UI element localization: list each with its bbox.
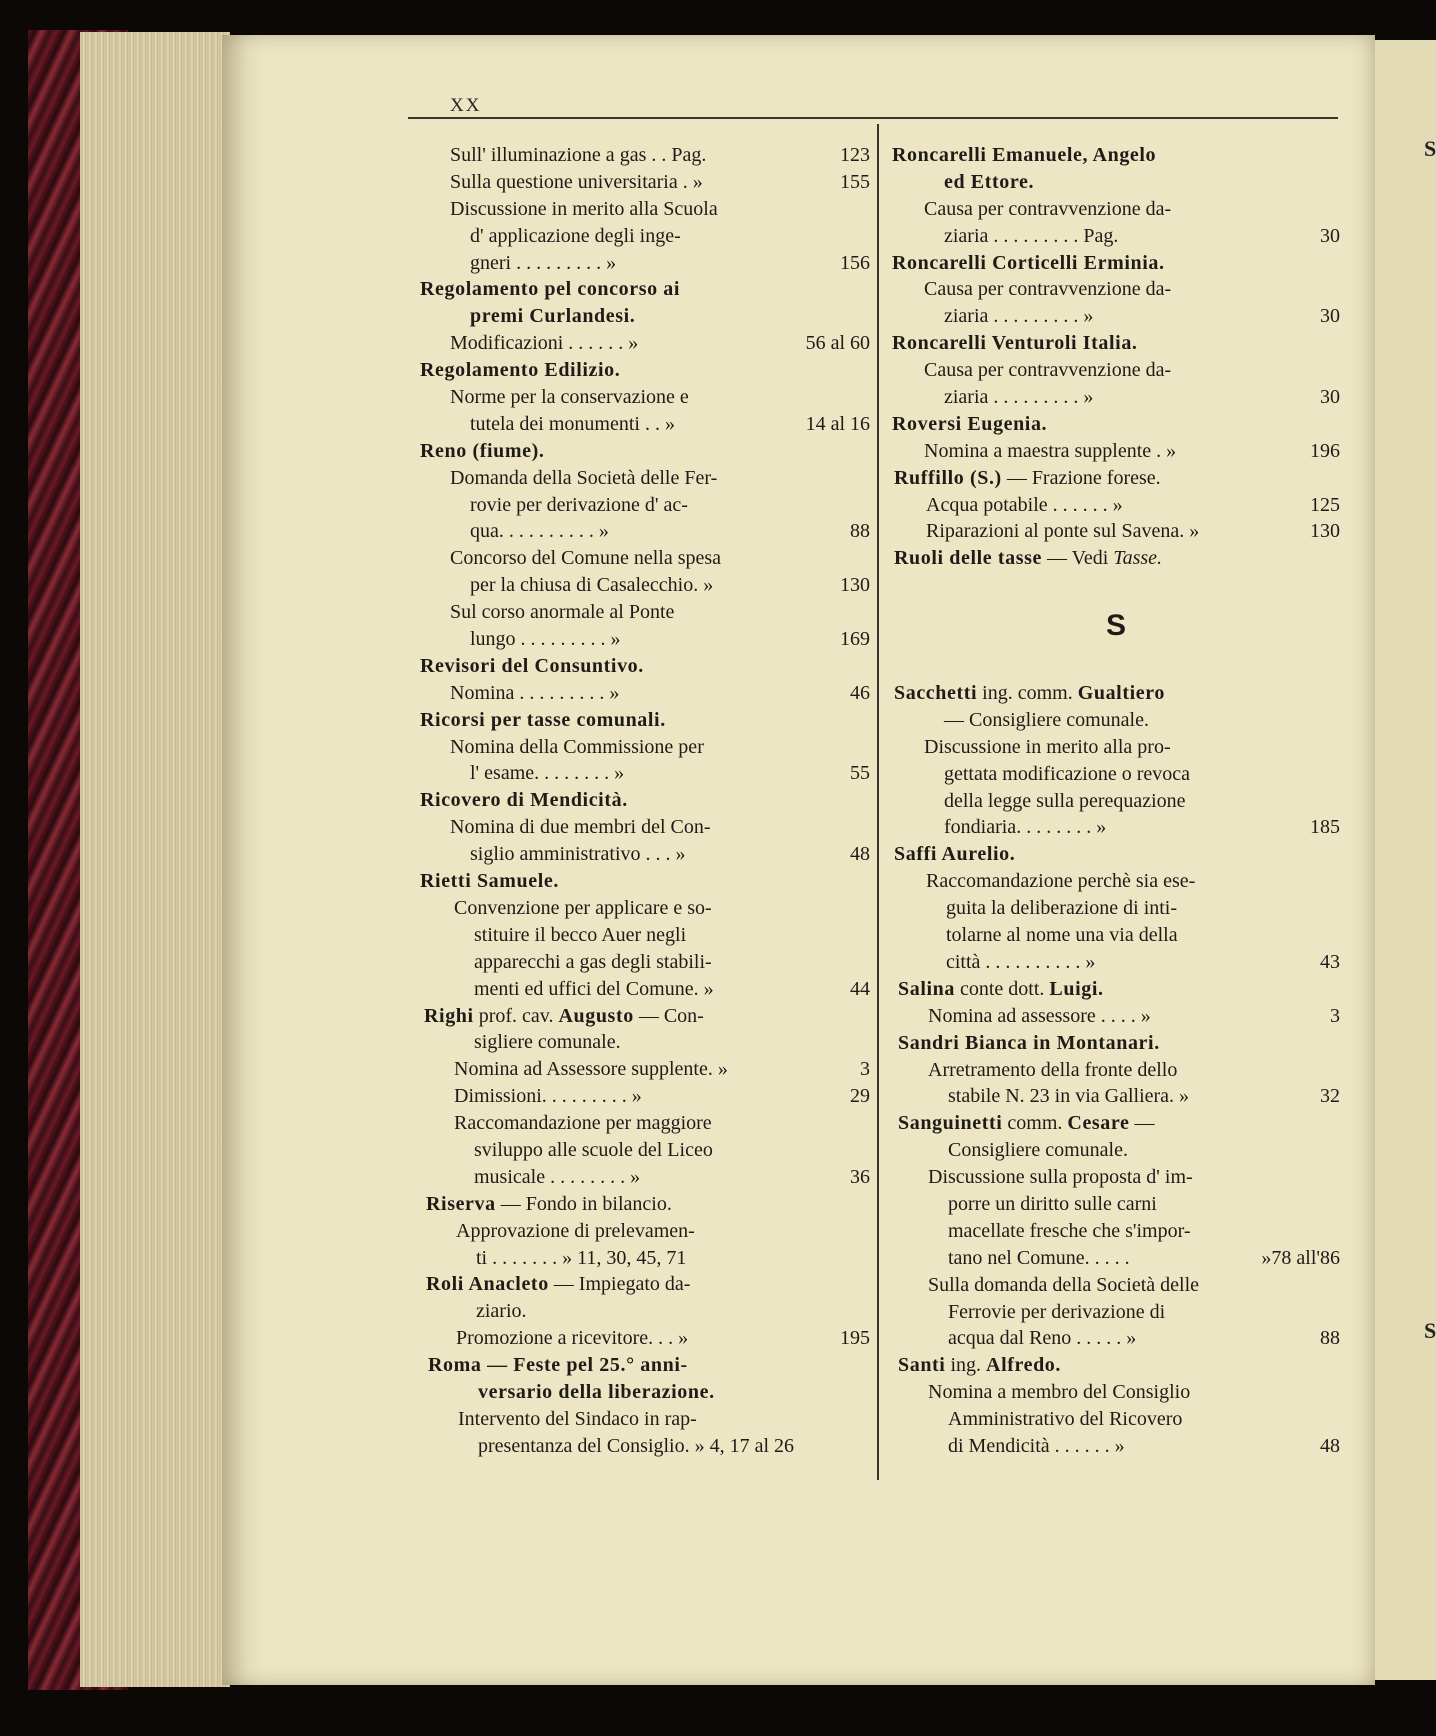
blank-line xyxy=(892,653,1340,680)
entry-text: Convenzione per applicare e so- xyxy=(454,896,712,919)
index-subentry xyxy=(418,1164,870,1191)
index-subentry xyxy=(892,788,1340,815)
page-reference: 43 xyxy=(1320,950,1340,973)
index-subentry xyxy=(418,626,870,653)
index-heading xyxy=(418,1379,870,1406)
facing-page-edge xyxy=(1375,40,1436,1680)
index-subentry xyxy=(892,438,1340,465)
entry-text: ziaria . . . . . . . . . » xyxy=(944,386,1094,409)
index-subentry xyxy=(418,1137,870,1164)
index-heading xyxy=(418,1191,870,1218)
page-reference: 29 xyxy=(850,1085,870,1108)
entry-text: Nomina ad Assessore supplente. » xyxy=(454,1058,728,1081)
entry-text: Causa per contravvenzione da- xyxy=(924,278,1172,301)
entry-text: Sanguinetti comm. Cesare — xyxy=(898,1112,1155,1135)
entry-text: musicale . . . . . . . . » xyxy=(474,1165,641,1188)
index-subentry xyxy=(892,303,1340,330)
index-subentry xyxy=(892,895,1340,922)
entry-text: Nomina a maestra supplente . » xyxy=(924,439,1177,462)
page-reference: 88 xyxy=(1320,1327,1340,1350)
index-subentry xyxy=(892,814,1340,841)
index-heading xyxy=(892,1110,1340,1137)
entry-text: della legge sulla perequazione xyxy=(944,789,1186,812)
entry-text: versario della liberazione. xyxy=(478,1380,715,1403)
page-reference: 130 xyxy=(1310,520,1340,543)
index-heading xyxy=(892,250,1340,277)
entry-text: Discussione in merito alla Scuola xyxy=(450,197,718,220)
index-subentry xyxy=(418,1433,870,1460)
entry-text: Roversi Eugenia. xyxy=(892,412,1048,435)
page-number: XX xyxy=(450,95,482,116)
entry-text: città . . . . . . . . . . » xyxy=(946,950,1096,973)
entry-text: ed Ettore. xyxy=(944,170,1035,193)
entry-text: Saffi Aurelio. xyxy=(894,843,1016,866)
section-letter: S xyxy=(1105,609,1126,643)
entry-text: gettata modificazione o revoca xyxy=(944,762,1190,785)
index-heading xyxy=(418,653,870,680)
entry-text: Ruoli delle tasse — Vedi Tasse. xyxy=(894,547,1163,570)
page-reference: 14 al 16 xyxy=(805,412,870,435)
index-subentry xyxy=(418,492,870,519)
entry-text: Revisori del Consuntivo. xyxy=(420,654,644,677)
index-subentry xyxy=(892,868,1340,895)
entry-text: sviluppo alle scuole del Liceo xyxy=(474,1138,713,1161)
entry-text: gneri . . . . . . . . . » xyxy=(470,251,617,274)
page-reference: 3 xyxy=(1330,1004,1340,1027)
entry-text: Ferrovie per derivazione di xyxy=(948,1300,1166,1323)
entry-text: Amministrativo del Ricovero xyxy=(948,1408,1183,1431)
entry-text: tano nel Comune. . . . . xyxy=(948,1246,1130,1269)
entry-text: sigliere comunale. xyxy=(474,1031,621,1054)
index-subentry xyxy=(418,1298,870,1325)
index-subentry xyxy=(418,1110,870,1137)
entry-text: Santi ing. Alfredo. xyxy=(898,1354,1062,1377)
entry-text: tolarne al nome una via della xyxy=(946,924,1178,947)
index-subentry xyxy=(892,761,1340,788)
index-subentry xyxy=(892,276,1340,303)
entry-text: Discussione in merito alla pro- xyxy=(924,735,1171,758)
index-subentry xyxy=(418,976,870,1003)
entry-text: apparecchi a gas degli stabili- xyxy=(474,950,712,973)
index-subentry xyxy=(892,1272,1340,1299)
entry-text: Reno (fiume). xyxy=(420,439,545,462)
index-heading xyxy=(892,142,1340,169)
page-reference: 30 xyxy=(1320,224,1340,247)
entry-text: Nomina di due membri del Con- xyxy=(450,816,711,839)
index-subentry xyxy=(892,223,1340,250)
entry-text: Ruffillo (S.) — Frazione forese. xyxy=(894,466,1161,489)
index-subentry xyxy=(418,572,870,599)
entry-text: Roncarelli Emanuele, Angelo xyxy=(892,144,1157,166)
index-heading xyxy=(418,438,870,465)
index-subentry xyxy=(892,1083,1340,1110)
page-reference: 155 xyxy=(840,170,870,193)
index-subentry xyxy=(418,895,870,922)
entry-text: Ricorsi per tasse comunali. xyxy=(420,708,666,731)
index-subentry xyxy=(892,518,1340,545)
page-reference: 196 xyxy=(1310,439,1340,462)
entry-text: Modificazioni . . . . . . » xyxy=(450,332,639,355)
entry-text: porre un diritto sulle carni xyxy=(948,1192,1157,1215)
index-heading xyxy=(892,1030,1340,1057)
entry-text: Causa per contravvenzione da- xyxy=(924,197,1172,220)
index-heading xyxy=(418,1352,870,1379)
index-subentry xyxy=(418,465,870,492)
index-subentry xyxy=(892,196,1340,223)
index-subentry xyxy=(418,169,870,196)
index-subentry xyxy=(418,1218,870,1245)
entry-text: Dimissioni. . . . . . . . . » xyxy=(454,1085,642,1108)
page-reference: 32 xyxy=(1320,1085,1340,1108)
entry-text: Discussione sulla proposta d' im- xyxy=(928,1166,1193,1189)
index-heading xyxy=(892,411,1340,438)
entry-text: Salina conte dott. Luigi. xyxy=(898,977,1104,1000)
page-reference: 48 xyxy=(1320,1434,1340,1457)
index-subentry xyxy=(418,760,870,787)
entry-text: siglio amministrativo . . . » xyxy=(470,843,686,866)
index-subentry xyxy=(418,841,870,868)
page-reference: 195 xyxy=(840,1327,870,1350)
entry-text: stituire il becco Auer negli xyxy=(474,923,687,946)
index-subentry xyxy=(892,1191,1340,1218)
index-heading xyxy=(418,303,870,330)
entry-text: Approvazione di prelevamen- xyxy=(456,1219,695,1242)
entry-text: lungo . . . . . . . . . » xyxy=(470,628,621,651)
column-divider xyxy=(877,124,879,1480)
entry-text: Promozione a ricevitore. . . » xyxy=(456,1327,689,1350)
entry-text: acqua dal Reno . . . . . » xyxy=(948,1327,1137,1350)
entry-text: fondiaria. . . . . . . . » xyxy=(944,816,1107,839)
entry-text: di Mendicità . . . . . . » xyxy=(948,1434,1125,1457)
entry-text: Acqua potabile . . . . . . » xyxy=(926,493,1123,516)
index-subentry xyxy=(892,1003,1340,1030)
entry-text: d' applicazione degli inge- xyxy=(470,224,681,247)
index-subentry xyxy=(892,384,1340,411)
entry-text: Riserva — Fondo in bilancio. xyxy=(426,1192,672,1215)
entry-text: Concorso del Comune nella spesa xyxy=(450,547,722,570)
index-subentry xyxy=(418,1029,870,1056)
entry-text: Sul corso anormale al Ponte xyxy=(450,601,675,624)
entry-text: stabile N. 23 in via Galliera. » xyxy=(948,1085,1190,1108)
page-reference: 30 xyxy=(1320,305,1340,328)
entry-text: tutela dei monumenti . . » xyxy=(470,412,675,435)
index-subentry xyxy=(418,142,870,169)
entry-text: Roncarelli Venturoli Italia. xyxy=(892,332,1138,355)
index-subentry xyxy=(892,1245,1340,1272)
entry-text: l' esame. . . . . . . . » xyxy=(470,762,625,785)
entry-text: per la chiusa di Casalecchio. » xyxy=(470,574,714,597)
facing-page-letter: S xyxy=(1424,136,1436,161)
page-reference: 123 xyxy=(840,144,870,166)
entry-text: ziaria . . . . . . . . . » xyxy=(944,305,1094,328)
index-subentry xyxy=(892,707,1340,734)
index-subentry xyxy=(418,922,870,949)
entry-text: Nomina della Commissione per xyxy=(450,735,704,758)
index-heading xyxy=(892,330,1340,357)
index-heading xyxy=(892,841,1340,868)
index-subentry xyxy=(892,949,1340,976)
page-reference: 125 xyxy=(1310,493,1340,516)
index-subentry xyxy=(418,1325,870,1352)
entry-text: Sulla questione universitaria . » xyxy=(450,170,703,193)
entry-text: macellate fresche che s'impor- xyxy=(948,1219,1191,1242)
index-subentry xyxy=(892,1299,1340,1326)
page-reference: 55 xyxy=(850,762,870,785)
entry-text: Sacchetti ing. comm. Gualtiero xyxy=(894,682,1165,705)
index-subentry xyxy=(892,1164,1340,1191)
index-heading xyxy=(892,976,1340,1003)
entry-text: Causa per contravvenzione da- xyxy=(924,359,1172,382)
index-subentry xyxy=(418,411,870,438)
page-reference: 88 xyxy=(850,520,870,543)
page-reference: 48 xyxy=(850,843,870,866)
index-subentry xyxy=(418,599,870,626)
index-heading xyxy=(892,680,1340,707)
index-subentry xyxy=(418,1245,870,1272)
index-subentry xyxy=(892,1057,1340,1084)
index-heading xyxy=(892,1352,1340,1379)
page-reference: 3 xyxy=(860,1058,870,1081)
index-subentry xyxy=(418,545,870,572)
entry-text: ziario. xyxy=(476,1300,527,1323)
entry-text: Sandri Bianca in Montanari. xyxy=(898,1031,1160,1054)
page-reference: 46 xyxy=(850,681,870,704)
facing-page-letter: S xyxy=(1424,1318,1436,1343)
index-heading xyxy=(418,1271,870,1298)
index-subentry xyxy=(892,1137,1340,1164)
blank-line xyxy=(892,572,1340,599)
entry-text: Nomina a membro del Consiglio xyxy=(928,1381,1191,1404)
index-subentry xyxy=(892,1433,1340,1460)
entry-text: Raccomandazione per maggiore xyxy=(454,1112,712,1135)
index-subentry xyxy=(892,1218,1340,1245)
index-subentry xyxy=(418,518,870,545)
index-subentry xyxy=(418,1406,870,1433)
entry-text: presentanza del Consiglio. » 4, 17 al 26 xyxy=(478,1434,795,1457)
entry-text: Nomina . . . . . . . . . » xyxy=(450,681,620,704)
index-heading xyxy=(418,707,870,734)
entry-text: Raccomandazione perchè sia ese- xyxy=(926,870,1196,893)
index-subentry xyxy=(892,734,1340,761)
entry-text: Arretramento della fronte dello xyxy=(928,1058,1178,1081)
page-reference: 130 xyxy=(840,574,870,597)
page-reference: 185 xyxy=(1310,816,1340,839)
entry-text: Rietti Samuele. xyxy=(420,870,559,893)
index-subentry xyxy=(418,250,870,277)
entry-text: Regolamento pel concorso ai xyxy=(420,278,681,301)
entry-text: Righi prof. cav. Augusto — Con- xyxy=(424,1004,704,1027)
entry-text: Intervento del Sindaco in rap- xyxy=(458,1407,697,1430)
page-reference: 44 xyxy=(850,977,870,1000)
entry-text: Roma — Feste pel 25.° anni- xyxy=(428,1354,688,1377)
index-subentry xyxy=(418,1056,870,1083)
index-subentry xyxy=(418,196,870,223)
entry-text: Domanda della Società delle Fer- xyxy=(450,466,718,489)
entry-text: premi Curlandesi. xyxy=(470,305,636,328)
index-heading xyxy=(892,545,1340,572)
index-heading xyxy=(892,465,1340,492)
index-subentry xyxy=(418,223,870,250)
index-heading xyxy=(418,357,870,384)
index-subentry xyxy=(418,1083,870,1110)
header-rule xyxy=(408,117,1338,119)
index-subentry xyxy=(418,680,870,707)
entry-text: Sulla domanda della Società delle xyxy=(928,1273,1200,1296)
entry-text: Norme per la conservazione e xyxy=(450,386,689,409)
index-subentry xyxy=(418,384,870,411)
index-heading xyxy=(418,1003,870,1030)
index-subentry xyxy=(892,492,1340,519)
entry-text: rovie per derivazione d' ac- xyxy=(470,493,688,516)
index-subentry xyxy=(418,330,870,357)
entry-text: ti . . . . . . . » 11, 30, 45, 71 xyxy=(476,1246,687,1269)
entry-text: Riparazioni al ponte sul Savena. » xyxy=(926,520,1200,543)
entry-text: Nomina ad assessore . . . . » xyxy=(928,1004,1151,1027)
entry-text: Ricovero di Mendicità. xyxy=(420,789,628,812)
index-heading xyxy=(418,868,870,895)
index-subentry xyxy=(892,357,1340,384)
index-heading xyxy=(418,787,870,814)
page-reference: »78 all'86 xyxy=(1261,1246,1340,1269)
page-reference: 56 al 60 xyxy=(805,332,870,355)
entry-text: Sull' illuminazione a gas . . Pag. xyxy=(450,144,707,166)
page-edges xyxy=(80,32,230,1687)
index-subentry xyxy=(892,1325,1340,1352)
index-heading xyxy=(892,169,1340,196)
page-reference: 156 xyxy=(840,251,870,274)
entry-text: Roncarelli Corticelli Erminia. xyxy=(892,251,1165,274)
entry-text: Consigliere comunale. xyxy=(948,1139,1128,1162)
entry-text: guita la deliberazione di inti- xyxy=(946,897,1178,920)
index-subentry xyxy=(892,1379,1340,1406)
page-reference: 169 xyxy=(840,628,870,651)
entry-text: ziaria . . . . . . . . . Pag. xyxy=(944,224,1119,247)
index-subentry xyxy=(418,814,870,841)
index-subentry xyxy=(892,1406,1340,1433)
left-column xyxy=(418,142,870,1460)
entry-text: — Consigliere comunale. xyxy=(944,708,1149,731)
index-subentry xyxy=(892,922,1340,949)
entry-text: Regolamento Edilizio. xyxy=(420,359,621,382)
entry-text: qua. . . . . . . . . . » xyxy=(470,520,609,543)
index-subentry xyxy=(418,949,870,976)
entry-text: Roli Anacleto — Impiegato da- xyxy=(426,1273,691,1296)
page-reference: 30 xyxy=(1320,386,1340,409)
entry-text: menti ed uffici del Comune. » xyxy=(474,977,714,1000)
index-heading xyxy=(418,276,870,303)
page-reference: 36 xyxy=(850,1165,870,1188)
right-column xyxy=(892,142,1340,1460)
index-subentry xyxy=(418,734,870,761)
